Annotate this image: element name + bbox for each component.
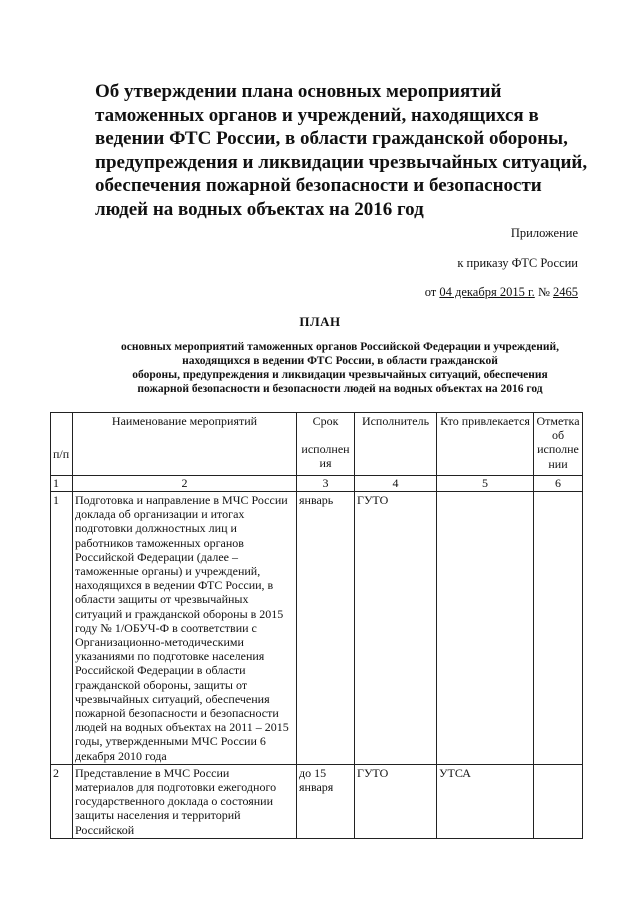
column-number: 5: [437, 476, 534, 492]
row-executor: ГУТО: [355, 764, 437, 838]
title-line: людей на водных объектах на 2016 год: [95, 198, 424, 220]
appendix-date-number: [425, 285, 578, 300]
row-number: 2: [51, 764, 73, 838]
col-header-executor: Исполнитель: [355, 413, 437, 476]
column-number: 3: [297, 476, 355, 492]
plan-subtitle-line: находящихся в ведении ФТС России, в области гражданской: [182, 355, 498, 367]
column-number: 1: [51, 476, 73, 492]
appendix-label: Приложение: [510, 226, 578, 240]
col-header-term: Срок исполнен ия: [297, 413, 355, 476]
col-header-mark: Отметка об исполне нии: [534, 413, 583, 476]
column-number: 4: [355, 476, 437, 492]
col-header-name: Наименование мероприятий: [73, 413, 297, 476]
plan-subtitle-line: основных мероприятий таможенных органов Российской Федерации и учреждений,: [121, 341, 559, 353]
row-term: до 15 января: [297, 764, 355, 838]
column-number: 6: [534, 476, 583, 492]
number-prefix: №: [534, 285, 553, 299]
appendix-order-ref: к приказу ФТС России: [457, 256, 578, 270]
col-header-num: п/п: [51, 413, 73, 476]
table-header-row: [51, 413, 583, 476]
row-number: 1: [51, 492, 73, 765]
row-mark: [534, 492, 583, 765]
row-involved: УТСА: [437, 764, 534, 838]
document-title: [95, 80, 595, 221]
date-prefix: от: [424, 285, 440, 299]
title-line: Об утверждении плана основных мероприятий: [95, 81, 502, 102]
row-involved: [437, 492, 534, 765]
table-row: [51, 492, 583, 765]
title-line: таможенных органов и учреждений, находящихся в: [95, 104, 539, 126]
col-header-involved: Кто привлекается: [437, 413, 534, 476]
title-line: предупреждения и ликвидации чрезвычайных ситуаций,: [95, 151, 588, 173]
row-executor: ГУТО: [355, 492, 437, 765]
order-date: 04 декабря 2015 г.: [439, 285, 535, 299]
plan-subtitle-line: пожарной безопасности и безопасности людей на водных объектах на 2016 год: [137, 383, 543, 395]
table-row: [51, 764, 583, 838]
plan-heading: ПЛАН: [299, 314, 341, 329]
order-number: 2465: [553, 285, 578, 299]
plan-subtitle: [95, 340, 585, 396]
row-term: январь: [297, 492, 355, 765]
column-number: 2: [73, 476, 297, 492]
row-activity: Представление в МЧС России материалов для подготовки ежегодного государственного доклада о состоянии защиты населения и территорий Российской: [73, 764, 297, 838]
plan-subtitle-line: обороны, предупреждения и ликвидации чрезвычайных ситуаций, обеспечения: [132, 369, 548, 381]
plan-table: [50, 412, 583, 839]
title-line: ведении ФТС России, в области гражданской обороны,: [95, 128, 568, 149]
column-number-row: [51, 476, 583, 492]
row-mark: [534, 764, 583, 838]
title-line: обеспечения пожарной безопасности и безопасности: [95, 175, 542, 196]
row-activity: Подготовка и направление в МЧС России доклада об организации и итогах подготовки должностных лиц и работников таможенных органов Российской Федерации (далее – таможенные органы) и учреждений, находящихся в ведении ФТС России, в области защиты от чрезвычайных ситуаций и гражданской обороны в 2015 году № 1/ОБУЧ-Ф в соответствии с Организационно-методическими указаниями по подготовке населения Российской Федерации в области гражданской обороны, защиты от чрезвычайных ситуаций, обеспечения пожарной безопасности и безопасности людей на водных объектах на 2011 – 2015 годы, утвержденными МЧС России 6 декабря 2010 года: [73, 492, 297, 765]
